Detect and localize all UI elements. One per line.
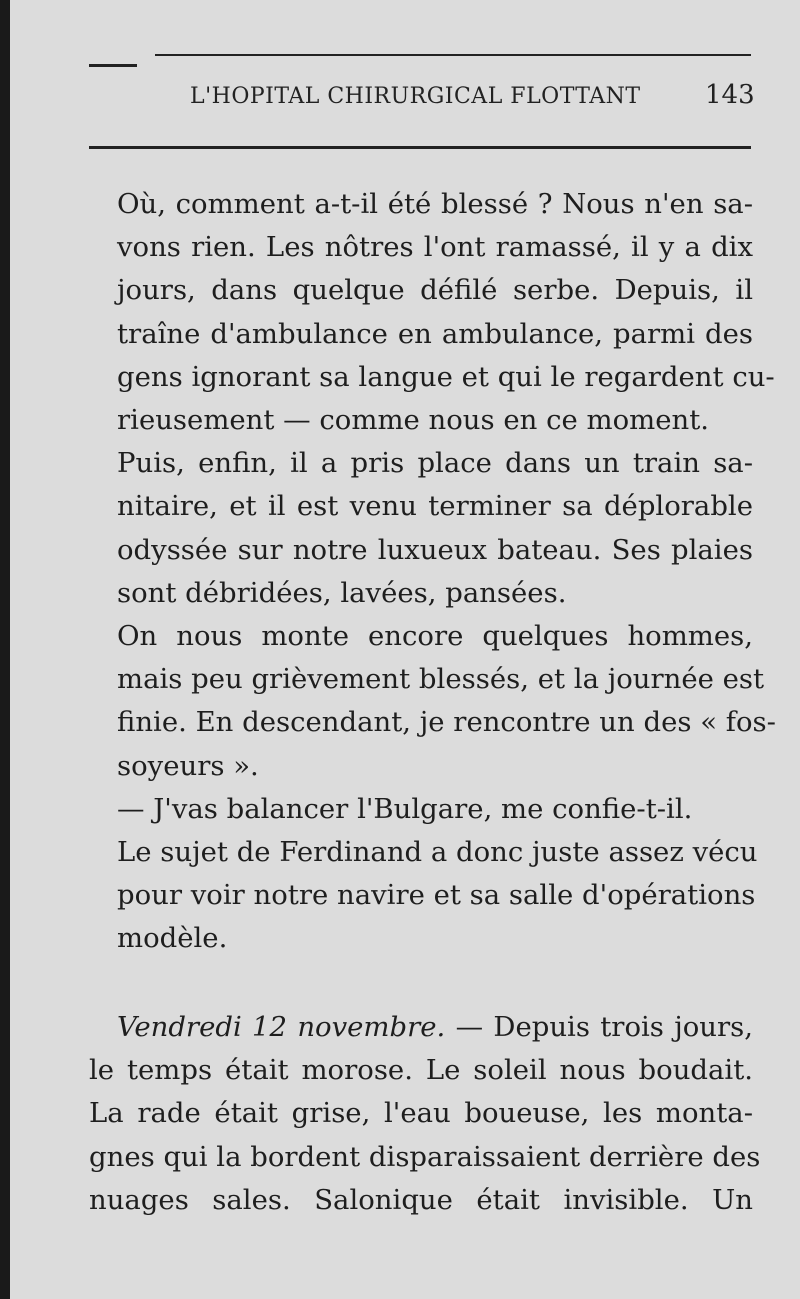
text-line: Où, comment a-t-il été blessé ? Nous n'en sa- [117, 188, 753, 220]
entry-first-line-text: — Depuis trois jours, [445, 1011, 754, 1043]
text-line: gnes qui la bordent disparaissaient derrière des [89, 1140, 761, 1173]
text-line: mais peu grièvement blessés, et la journée est [117, 663, 765, 696]
header-rule-short [89, 64, 137, 67]
text-line: — J'vas balancer l'Bulgare, me confie-t-il. [117, 792, 693, 825]
entry-first-line [89, 1006, 753, 1049]
text-line: rieusement — comme nous en ce moment. [117, 404, 710, 437]
text-line: soyeurs ». [117, 749, 259, 782]
text-line: vons rien. Les nôtres l'ont ramassé, il y a dix [117, 231, 753, 264]
diary-entry [89, 1006, 761, 1222]
text-line: traîne d'ambulance en ambulance, parmi des [117, 317, 753, 350]
text-line: sont débridées, lavées, pansées. [117, 576, 567, 609]
text-line: Puis, enfin, il a pris place dans un train sa- [117, 447, 753, 480]
text-line: finie. En descendant, je rencontre un des « fos- [117, 706, 776, 739]
header-rule-top [155, 54, 751, 56]
page-number: 143 [705, 80, 755, 110]
paragraph [89, 831, 758, 961]
body-text [89, 183, 776, 961]
text-line: le temps était morose. Le soleil nous boudait. [89, 1054, 753, 1087]
text-line: odyssée sur notre luxueux bateau. Ses plaies [117, 533, 753, 566]
running-title: L'HOPITAL CHIRURGICAL FLOTTANT [190, 84, 641, 109]
book-page [10, 0, 800, 1299]
header-rule-bottom [89, 146, 751, 149]
paragraph [89, 442, 753, 615]
paragraph [89, 183, 775, 442]
paragraph [89, 615, 776, 788]
text-line: nitaire, et il est venu terminer sa déplorable [117, 490, 753, 523]
text-line: nuages sales. Salonique était invisible. Un [89, 1183, 753, 1216]
entry-date: Vendredi 12 novembre. [117, 1011, 446, 1043]
text-line: pour voir notre navire et sa salle d'opérations [117, 879, 756, 912]
paragraph [89, 788, 753, 831]
text-line: La rade était grise, l'eau boueuse, les monta- [89, 1097, 753, 1130]
text-line: jours, dans quelque défilé serbe. Depuis, il [117, 274, 753, 307]
text-line: modèle. [117, 922, 228, 955]
text-line: On nous monte encore quelques hommes, [117, 620, 753, 653]
text-line: gens ignorant sa langue et qui le regardent cu- [117, 360, 775, 393]
text-line: Le sujet de Ferdinand a donc juste assez vécu [117, 836, 758, 869]
